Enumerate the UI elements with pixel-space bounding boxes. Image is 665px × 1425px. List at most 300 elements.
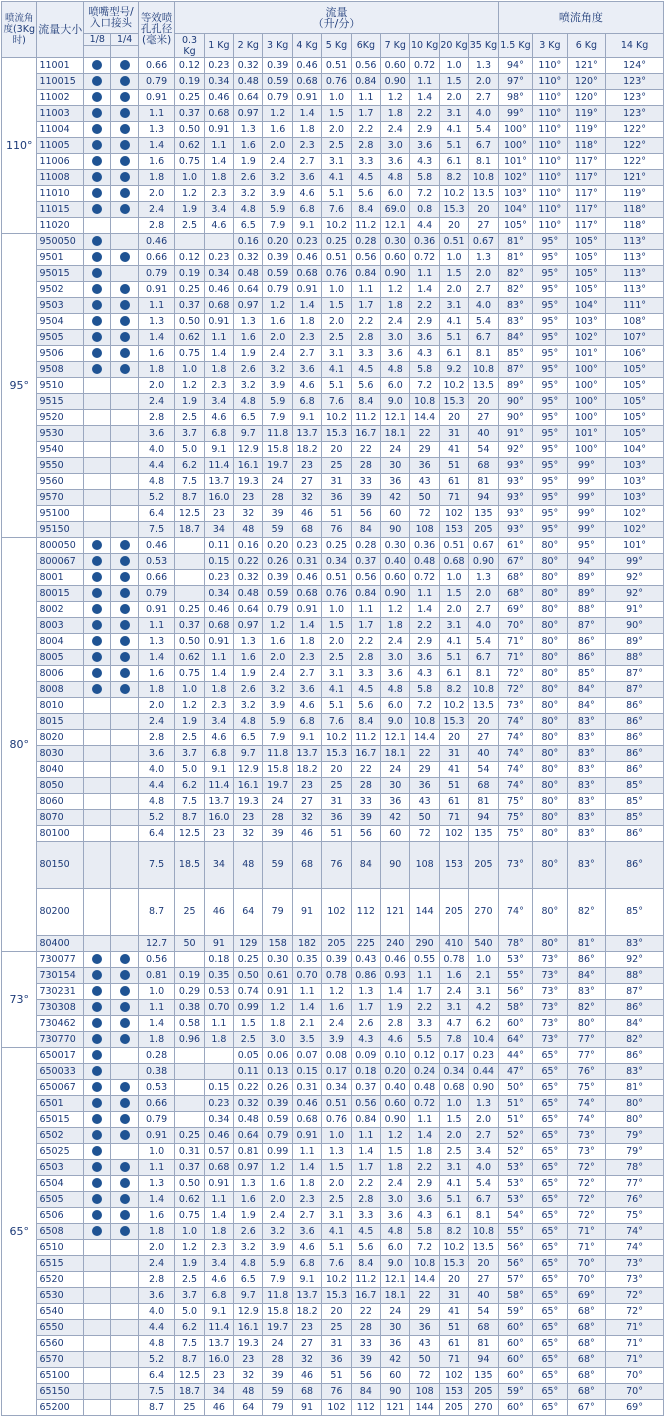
angle-cell: 60°	[498, 1400, 532, 1416]
flow-cell: 36	[381, 794, 410, 810]
conn-1-8-cell	[84, 250, 111, 266]
flow-cell: 22	[410, 746, 439, 762]
flow-cell: 64	[234, 889, 263, 936]
flow-cell: 2.5	[175, 218, 204, 234]
flow-cell: 0.72	[410, 58, 439, 74]
flow-cell: 9.7	[234, 1288, 263, 1304]
conn-1-4-cell	[111, 650, 138, 666]
flow-cell: 0.75	[175, 666, 204, 682]
flow-cell: 34	[204, 522, 233, 538]
flow-cell: 108	[410, 842, 439, 889]
flow-cell: 3.2	[234, 698, 263, 714]
flow-cell: 7.5	[175, 794, 204, 810]
flow-cell: 22	[410, 426, 439, 442]
angle-cell: 72°	[606, 1304, 664, 1320]
table-header	[2, 2, 664, 58]
flow-cell: 64	[234, 1400, 263, 1416]
flow-cell: 4.0	[469, 1160, 498, 1176]
conn-1-8-cell	[84, 1320, 111, 1336]
model-cell: 9501	[37, 250, 84, 266]
flow-cell: 19.7	[263, 458, 292, 474]
flow-cell: 31	[439, 746, 468, 762]
flow-cell: 4.8	[381, 1224, 410, 1240]
flow-cell: 1.1	[351, 1128, 380, 1144]
available-dot-icon	[92, 1226, 102, 1236]
available-dot-icon	[120, 156, 130, 166]
angle-cell: 95°	[533, 506, 567, 522]
flow-cell: 20	[439, 730, 468, 746]
model-cell: 6520	[37, 1272, 84, 1288]
model-cell: 6504	[37, 1176, 84, 1192]
angle-cell: 99°	[567, 522, 606, 538]
flow-cell: 0.46	[292, 58, 321, 74]
available-dot-icon	[92, 1162, 102, 1172]
angle-cell: 93°	[498, 458, 532, 474]
flow-cell: 8.7	[175, 1352, 204, 1368]
flow-cell: 6.8	[204, 426, 233, 442]
flow-cell: 0.90	[469, 1080, 498, 1096]
flow-cell: 33	[351, 1336, 380, 1352]
flow-cell: 1.2	[175, 698, 204, 714]
angle-cell: 80°	[533, 650, 567, 666]
flow-cell: 102	[322, 889, 351, 936]
pressure-header: 4 Kg	[292, 34, 321, 58]
available-dot-icon	[120, 1130, 130, 1140]
flow-cell: 0.20	[263, 234, 292, 250]
model-cell: 8003	[37, 618, 84, 634]
angle-cell: 89°	[606, 634, 664, 650]
orifice-cell: 1.8	[138, 362, 174, 378]
available-dot-icon	[92, 108, 102, 118]
orifice-cell: 1.4	[138, 1016, 174, 1032]
flow-cell: 0.20	[263, 538, 292, 554]
flow-cell: 2.4	[381, 1176, 410, 1192]
angle-cell: 95°	[567, 538, 606, 554]
flow-cell: 20	[469, 1256, 498, 1272]
flow-cell: 6.5	[234, 730, 263, 746]
spray-angle-group-label: 95°	[2, 234, 37, 538]
conn-1-4-cell	[111, 1032, 138, 1048]
flow-cell: 20	[469, 714, 498, 730]
flow-cell: 59	[263, 842, 292, 889]
model-cell: 800050	[37, 538, 84, 554]
angle-cell: 99°	[567, 490, 606, 506]
angle-cell: 119°	[567, 106, 606, 122]
conn-1-8-cell	[84, 842, 111, 889]
flow-cell: 0.46	[204, 90, 233, 106]
angle-cell: 86°	[606, 1000, 664, 1016]
flow-cell: 13.7	[292, 746, 321, 762]
flow-cell: 10.2	[439, 378, 468, 394]
model-cell: 9515	[37, 394, 84, 410]
angle-cell: 88°	[567, 602, 606, 618]
angle-cell: 85°	[606, 889, 664, 936]
flow-cell: 144	[410, 889, 439, 936]
table-row	[2, 74, 664, 90]
angle-cell: 80°	[567, 1016, 606, 1032]
orifice-cell: 0.56	[138, 952, 174, 968]
flow-cell: 3.2	[263, 170, 292, 186]
angle-cell: 65°	[533, 1160, 567, 1176]
orifice-cell: 1.1	[138, 1160, 174, 1176]
angle-cell: 95°	[533, 298, 567, 314]
nozzle-spec-table	[1, 1, 664, 1416]
flow-cell: 1.0	[439, 58, 468, 74]
flow-cell: 12.5	[175, 826, 204, 842]
angle-cell: 82°	[606, 1032, 664, 1048]
conn-1-8-cell	[84, 90, 111, 106]
flow-cell: 71	[439, 1352, 468, 1368]
angle-cell: 101°	[567, 346, 606, 362]
table-row	[2, 1000, 664, 1016]
conn-1-4-cell	[111, 394, 138, 410]
table-row	[2, 522, 664, 538]
flow-cell: 72	[410, 1368, 439, 1384]
flow-cell: 2.5	[175, 410, 204, 426]
flow-cell: 0.39	[322, 952, 351, 968]
flow-cell: 46	[204, 889, 233, 936]
angle-cell: 100°	[567, 442, 606, 458]
flow-cell: 43	[410, 794, 439, 810]
flow-cell: 8.4	[351, 394, 380, 410]
flow-cell: 2.9	[410, 314, 439, 330]
conn-1-4-cell	[111, 234, 138, 250]
conn-1-8-cell	[84, 810, 111, 826]
flow-cell: 0.31	[292, 1080, 321, 1096]
flow-cell: 36	[322, 810, 351, 826]
flow-cell: 13.5	[469, 378, 498, 394]
flow-cell: 20	[322, 1304, 351, 1320]
flow-cell: 46	[292, 1368, 321, 1384]
flow-cell: 0.34	[204, 74, 233, 90]
flow-cell: 20	[322, 762, 351, 778]
flow-cell: 4.7	[439, 1016, 468, 1032]
available-dot-icon	[92, 60, 102, 70]
flow-cell: 0.05	[234, 1048, 263, 1064]
angle-cell: 113°	[606, 250, 664, 266]
flow-cell: 10.2	[439, 1240, 468, 1256]
flow-cell: 0.76	[322, 586, 351, 602]
angle-cell: 71°	[567, 1240, 606, 1256]
flow-cell: 1.1	[410, 586, 439, 602]
conn-1-8-cell	[84, 490, 111, 506]
flow-cell: 0.25	[234, 952, 263, 968]
conn-1-4-cell	[111, 762, 138, 778]
table-row	[2, 1176, 664, 1192]
flow-cell: 0.37	[175, 298, 204, 314]
conn-1-8-cell	[84, 522, 111, 538]
flow-cell: 15.3	[439, 714, 468, 730]
flow-cell: 27	[469, 730, 498, 746]
orifice-cell: 0.66	[138, 570, 174, 586]
orifice-cell: 2.0	[138, 1240, 174, 1256]
flow-cell: 1.2	[263, 298, 292, 314]
flow-cell: 1.0	[439, 570, 468, 586]
orifice-cell: 3.6	[138, 1288, 174, 1304]
angle-cell: 55°	[498, 1224, 532, 1240]
flow-cell: 0.64	[234, 90, 263, 106]
available-dot-icon	[120, 668, 130, 678]
available-dot-icon	[120, 76, 130, 86]
flow-cell: 0.91	[292, 90, 321, 106]
angle-cell: 123°	[606, 90, 664, 106]
flow-cell: 4.8	[234, 202, 263, 218]
conn-1-4-cell	[111, 602, 138, 618]
model-cell: 9502	[37, 282, 84, 298]
conn-1-4-cell	[111, 58, 138, 74]
flow-cell: 0.62	[175, 330, 204, 346]
flow-cell: 0.68	[292, 266, 321, 282]
orifice-cell: 4.4	[138, 458, 174, 474]
flow-cell: 2.0	[263, 330, 292, 346]
flow-cell: 2.0	[469, 1112, 498, 1128]
flow-cell: 33	[351, 474, 380, 490]
angle-cell: 95°	[533, 378, 567, 394]
table-row	[2, 1128, 664, 1144]
flow-cell: 36	[410, 778, 439, 794]
flow-cell: 0.90	[381, 1112, 410, 1128]
angle-cell: 94°	[567, 554, 606, 570]
conn-1-8-cell	[84, 1032, 111, 1048]
flow-cell: 72	[410, 506, 439, 522]
flow-cell: 0.56	[351, 250, 380, 266]
flow-cell: 0.37	[175, 106, 204, 122]
flow-cell: 48	[234, 1384, 263, 1400]
available-dot-icon	[92, 970, 102, 980]
flow-cell: 1.4	[410, 1128, 439, 1144]
angle-cell: 99°	[567, 474, 606, 490]
flow-cell: 61	[439, 794, 468, 810]
flow-cell: 6.5	[234, 1272, 263, 1288]
flow-cell: 0.06	[263, 1048, 292, 1064]
angle-cell: 82°	[498, 266, 532, 282]
flow-cell: 8.1	[469, 666, 498, 682]
flow-cell: 9.1	[204, 442, 233, 458]
angle-cell: 87°	[606, 984, 664, 1000]
conn-1-4-cell	[111, 490, 138, 506]
flow-cell: 0.19	[175, 968, 204, 984]
flow-cell: 0.39	[263, 570, 292, 586]
conn-1-8-cell	[84, 1384, 111, 1400]
flow-cell: 0.34	[204, 586, 233, 602]
flow-cell: 2.6	[234, 1224, 263, 1240]
flow-cell: 2.7	[292, 666, 321, 682]
flow-cell: 56	[351, 1368, 380, 1384]
flow-cell: 1.5	[439, 1112, 468, 1128]
conn-1-8-cell	[84, 458, 111, 474]
flow-cell: 7.8	[439, 1032, 468, 1048]
flow-cell: 1.0	[175, 682, 204, 698]
flow-cell: 13.7	[292, 426, 321, 442]
flow-cell: 39	[351, 1352, 380, 1368]
table-row	[2, 346, 664, 362]
flow-cell: 1.1	[292, 984, 321, 1000]
conn-1-4-cell	[111, 1400, 138, 1416]
model-cell: 8006	[37, 666, 84, 682]
flow-cell: 0.84	[351, 586, 380, 602]
angle-cell: 121°	[567, 58, 606, 74]
model-cell: 11001	[37, 58, 84, 74]
flow-cell: 20	[439, 410, 468, 426]
angle-cell: 86°	[606, 730, 664, 746]
empty-cell	[175, 1048, 204, 1064]
model-cell: 9503	[37, 298, 84, 314]
flow-cell: 3.2	[263, 1224, 292, 1240]
flow-cell: 0.68	[204, 1160, 233, 1176]
conn-1-8-cell	[84, 1352, 111, 1368]
flow-cell: 4.8	[381, 170, 410, 186]
flow-cell: 0.23	[204, 58, 233, 74]
flow-cell: 0.10	[381, 1048, 410, 1064]
table-row	[2, 1240, 664, 1256]
conn-1-4-cell	[111, 666, 138, 682]
angle-cell: 110°	[533, 202, 567, 218]
flow-cell: 61	[439, 1336, 468, 1352]
flow-cell: 290	[410, 936, 439, 952]
flow-cell: 13.7	[204, 474, 233, 490]
flow-cell: 2.6	[234, 170, 263, 186]
angle-cell: 95°	[533, 282, 567, 298]
flow-cell: 94	[469, 490, 498, 506]
orifice-cell: 2.8	[138, 730, 174, 746]
flow-cell: 23	[292, 458, 321, 474]
angle-cell: 80°	[533, 618, 567, 634]
flow-cell: 84	[351, 842, 380, 889]
flow-cell: 1.4	[204, 1208, 233, 1224]
orifice-cell: 1.1	[138, 106, 174, 122]
angle-cell: 72°	[498, 666, 532, 682]
available-dot-icon	[92, 156, 102, 166]
flow-cell: 0.48	[234, 586, 263, 602]
flow-cell: 1.6	[263, 122, 292, 138]
flow-cell: 30	[381, 458, 410, 474]
flow-cell: 2.5	[322, 138, 351, 154]
conn-1-4-cell	[111, 1192, 138, 1208]
flow-cell: 129	[234, 936, 263, 952]
flow-cell: 1.8	[204, 1032, 233, 1048]
angle-cell: 98°	[498, 90, 532, 106]
flow-cell: 27	[292, 794, 321, 810]
flow-cell: 2.3	[292, 650, 321, 666]
angle-cell: 84°	[498, 330, 532, 346]
flow-cell: 0.84	[351, 74, 380, 90]
flow-cell: 2.7	[292, 1208, 321, 1224]
flow-cell: 2.7	[469, 602, 498, 618]
flow-cell: 11.4	[204, 458, 233, 474]
flow-cell: 11.4	[204, 1320, 233, 1336]
flow-cell: 51	[439, 458, 468, 474]
angle-cell: 75°	[606, 1208, 664, 1224]
flow-cell: 0.46	[381, 952, 410, 968]
flow-cell: 14.4	[410, 730, 439, 746]
model-cell: 8060	[37, 794, 84, 810]
flow-cell: 1.1	[204, 1192, 233, 1208]
angle-cell: 101°	[498, 154, 532, 170]
flow-cell: 23	[234, 1352, 263, 1368]
conn-1-8-cell	[84, 714, 111, 730]
orifice-cell: 8.7	[138, 1400, 174, 1416]
flow-cell: 12.5	[175, 506, 204, 522]
flow-cell: 12.9	[234, 762, 263, 778]
flow-cell: 5.0	[175, 442, 204, 458]
angle-cell: 105°	[567, 250, 606, 266]
model-cell: 6501	[37, 1096, 84, 1112]
flow-cell: 7.2	[410, 378, 439, 394]
angle-cell: 100°	[498, 122, 532, 138]
flow-cell: 1.9	[234, 154, 263, 170]
flow-cell: 29	[410, 762, 439, 778]
flow-cell: 4.1	[439, 1176, 468, 1192]
model-cell: 11006	[37, 154, 84, 170]
model-cell: 6505	[37, 1192, 84, 1208]
conn-1-8-cell	[84, 936, 111, 952]
conn-1-8-cell	[84, 1368, 111, 1384]
table-row	[2, 1032, 664, 1048]
conn-1-4-cell	[111, 1128, 138, 1144]
angle-cell: 95°	[533, 362, 567, 378]
angle-cell: 65°	[533, 1208, 567, 1224]
flow-cell: 11.2	[351, 218, 380, 234]
conn-1-4-cell	[111, 426, 138, 442]
angle-cell: 73°	[498, 698, 532, 714]
flow-cell: 81°	[498, 234, 532, 250]
flow-cell: 1.4	[410, 90, 439, 106]
flow-cell: 20	[322, 442, 351, 458]
available-dot-icon	[120, 954, 130, 964]
angle-cell: 71°	[606, 1320, 664, 1336]
angle-cell: 77°	[606, 1176, 664, 1192]
table-row	[2, 810, 664, 826]
table-row	[2, 58, 664, 74]
angle-cell: 110°	[533, 170, 567, 186]
flow-cell: 15.8	[263, 442, 292, 458]
angle-cell: 80°	[533, 698, 567, 714]
available-dot-icon	[120, 204, 130, 214]
conn-1-8-cell	[84, 554, 111, 570]
angle-cell: 86°	[567, 650, 606, 666]
orifice-cell: 2.0	[138, 186, 174, 202]
conn-1-4-cell	[111, 282, 138, 298]
flow-cell: 23	[204, 1368, 233, 1384]
conn-1-4-cell	[111, 826, 138, 842]
flow-cell: 9.0	[381, 714, 410, 730]
flow-cell: 1.2	[381, 282, 410, 298]
conn-1-4-cell	[111, 1336, 138, 1352]
angle-cell: 73°	[567, 1128, 606, 1144]
flow-cell: 1.4	[204, 346, 233, 362]
flow-cell: 71	[439, 810, 468, 826]
flow-cell: 2.0	[322, 122, 351, 138]
angle-cell: 74°	[606, 1224, 664, 1240]
available-dot-icon	[120, 540, 130, 550]
flow-cell: 1.5	[439, 74, 468, 90]
flow-cell: 1.6	[234, 650, 263, 666]
flow-cell: 11.2	[351, 1272, 380, 1288]
angle-cell: 110°	[533, 154, 567, 170]
angle-cell: 73°	[606, 1272, 664, 1288]
flow-cell: 4.6	[204, 410, 233, 426]
orifice-cell: 0.38	[138, 1064, 174, 1080]
flow-cell: 36	[322, 1352, 351, 1368]
flow-cell: 1.8	[292, 634, 321, 650]
flow-cell: 0.34	[322, 1080, 351, 1096]
angle-cell: 88°	[606, 650, 664, 666]
flow-cell: 0.28	[351, 538, 380, 554]
flow-cell: 0.28	[351, 234, 380, 250]
angle-cell: 110°	[533, 122, 567, 138]
flow-cell: 0.67	[469, 234, 498, 250]
available-dot-icon	[120, 572, 130, 582]
